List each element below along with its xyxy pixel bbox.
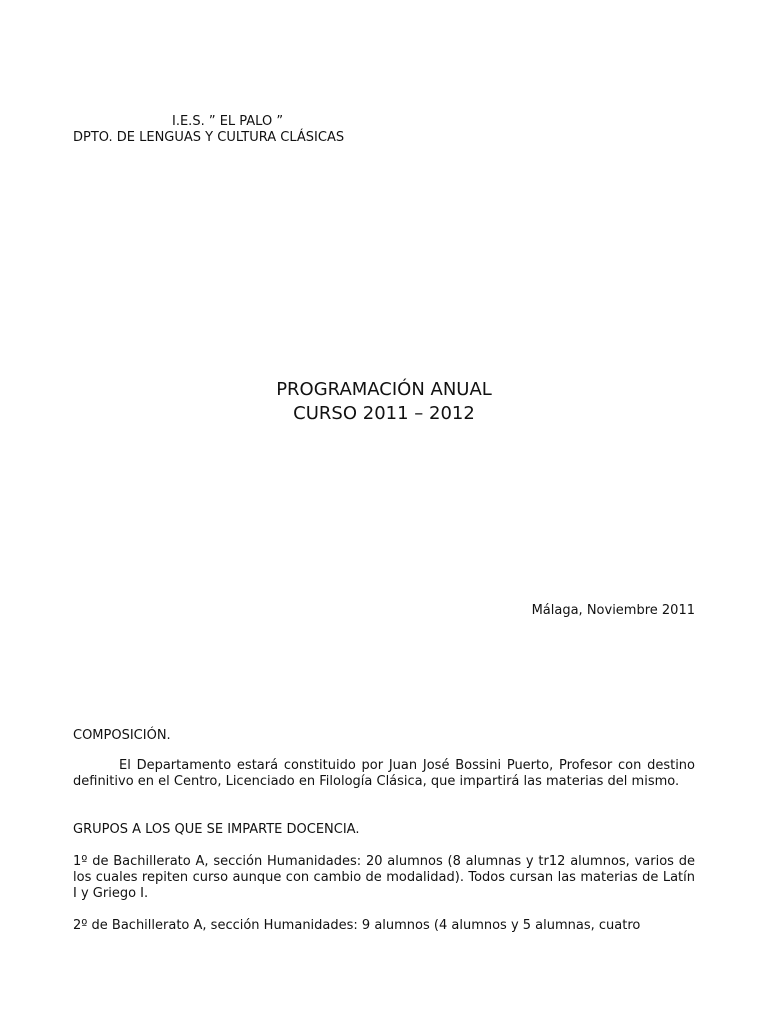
group-1-paragraph: 1º de Bachillerato A, sección Humanidades: 20 alumnos (8 alumnas y tr12 alumnos, varios de los cuales repiten curso aunque con cambio de modalidad). Todos cursan las materias de Latín I y Griego I. [73,854,695,901]
department-name: DPTO. DE LENGUAS Y CULTURA CLÁSICAS [73,130,345,145]
group-2-paragraph: 2º de Bachillerato A, sección Humanidades: 9 alumnos (4 alumnos y 5 alumnas, cuatro [73,918,641,933]
title-line-1: PROGRAMACIÓN ANUAL [276,379,492,400]
place-date: Málaga, Noviembre 2011 [531,603,695,618]
groups-heading: GRUPOS A LOS QUE SE IMPARTE DOCENCIA. [73,822,360,837]
composition-paragraph: El Departamento estará constituido por Juan José Bossini Puerto, Profesor con destino definitivo en el Centro, Licenciado en Filología Clásica, que impartirá las materias del mismo. [73,758,695,789]
document-title [0,378,768,426]
document-body [73,728,695,934]
school-name: I.E.S. ” EL PALO ” [172,114,284,129]
composition-heading: COMPOSICIÓN. [73,728,171,743]
title-line-2: CURSO 2011 – 2012 [293,403,475,424]
